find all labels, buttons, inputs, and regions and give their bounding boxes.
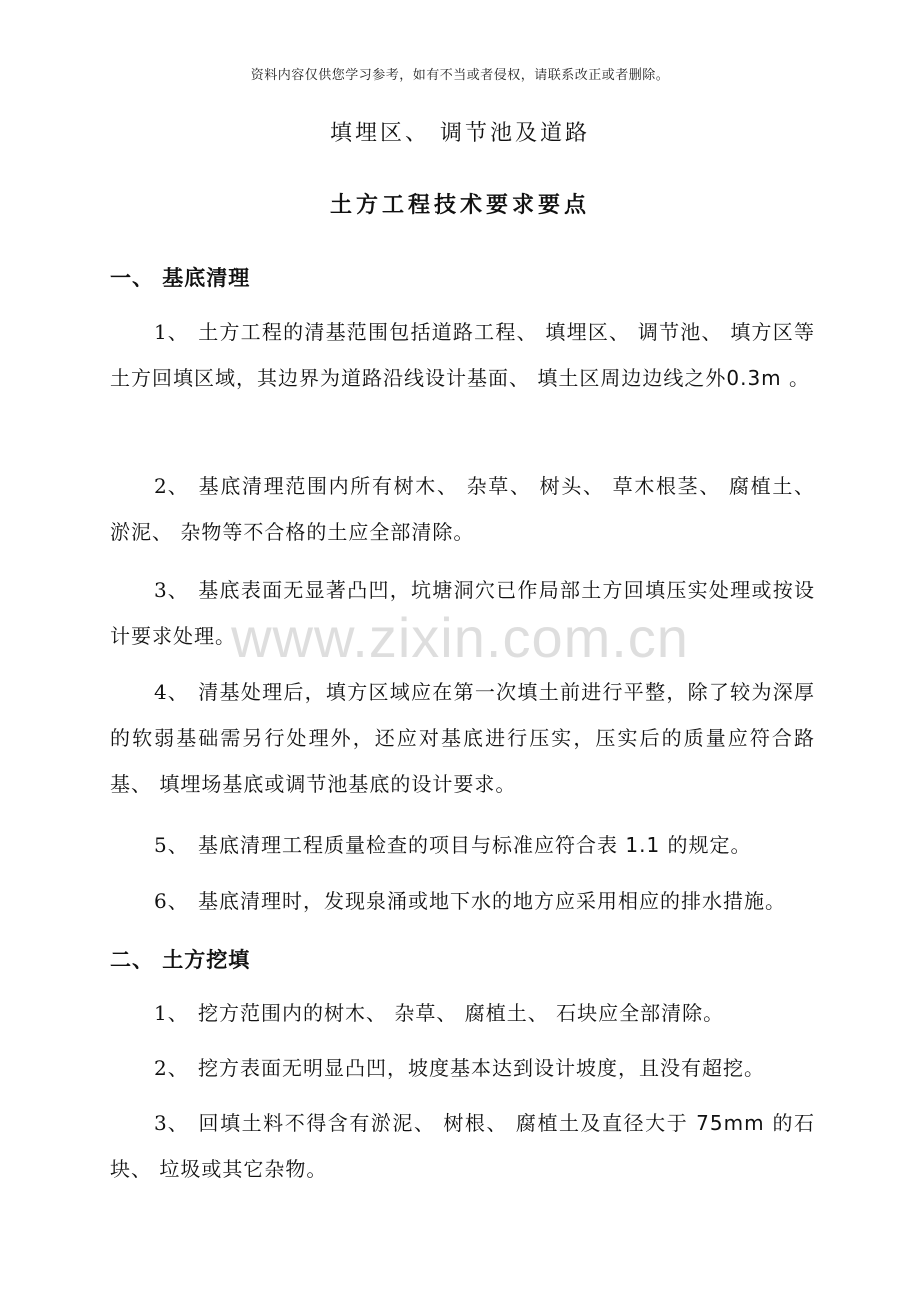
item-number: 4、 — [154, 680, 189, 704]
section-1-item-6 — [110, 878, 815, 924]
item-text: 土方工程的清基范围包括道路工程、 填埋区、 调节池、 填方区等土方回填区域，其边界为道路沿线设计基面、 填土区周边边线之外0.3m 。 — [110, 320, 815, 390]
section-1-item-1 — [110, 309, 815, 401]
item-text: 回填土料不得含有淤泥、 树根、 腐植土及直径大于 75mm 的石块、 垃圾或其它杂物。 — [110, 1111, 815, 1181]
item-text: 基底清理时，发现泉涌或地下水的地方应采用相应的排水措施。 — [198, 889, 786, 913]
item-text: 挖方表面无明显凸凹，坡度基本达到设计坡度，且没有超挖。 — [198, 1056, 765, 1080]
item-text: 基底清理工程质量检查的项目与标准应符合表 1.1 的规定。 — [198, 833, 752, 857]
item-number: 2、 — [154, 474, 189, 498]
section-1-item-4 — [110, 669, 815, 807]
disclaimer-note: 资料内容仅供您学习参考，如有不当或者侵权，请联系改正或者删除。 — [250, 68, 670, 83]
item-text: 挖方范围内的树木、 杂草、 腐植土、 石块应全部清除。 — [198, 1001, 725, 1025]
item-text: 基底清理范围内所有树木、 杂草、 树头、 草木根茎、 腐植土、 淤泥、 杂物等不合格的土应全部清除。 — [110, 474, 815, 544]
section-1-item-5 — [110, 822, 815, 868]
section-heading-2: 二、 土方挖填 — [110, 948, 251, 972]
item-number: 3、 — [154, 1111, 189, 1135]
item-text: 清基处理后，填方区域应在第一次填土前进行平整，除了较为深厚的软弱基础需另行处理外，还应对基底进行压实，压实后的质量应符合路基、 填埋场基底或调节池基底的设计要求。 — [110, 680, 815, 796]
item-number: 1、 — [154, 1001, 189, 1025]
section-2-item-3 — [110, 1100, 815, 1192]
document-title-line2: 土方工程技术要求要点 — [329, 193, 590, 218]
item-number: 5、 — [154, 833, 189, 857]
section-1-item-3 — [110, 567, 815, 659]
document-title-line1: 填埋区、 调节池及道路 — [330, 121, 590, 146]
item-number: 6、 — [154, 889, 189, 913]
section-heading-1: 一、 基底清理 — [110, 266, 251, 290]
section-1-item-2 — [110, 463, 815, 555]
item-number: 3、 — [154, 578, 189, 602]
item-number: 1、 — [154, 320, 189, 344]
item-text: 基底表面无显著凸凹，坑塘洞穴已作局部土方回填压实处理或按设计要求处理。 — [110, 578, 815, 648]
watermark: www.zixin.com.cn — [231, 606, 689, 669]
item-number: 2、 — [154, 1056, 189, 1080]
section-2-item-2 — [110, 1045, 815, 1091]
section-2-item-1 — [110, 990, 815, 1036]
